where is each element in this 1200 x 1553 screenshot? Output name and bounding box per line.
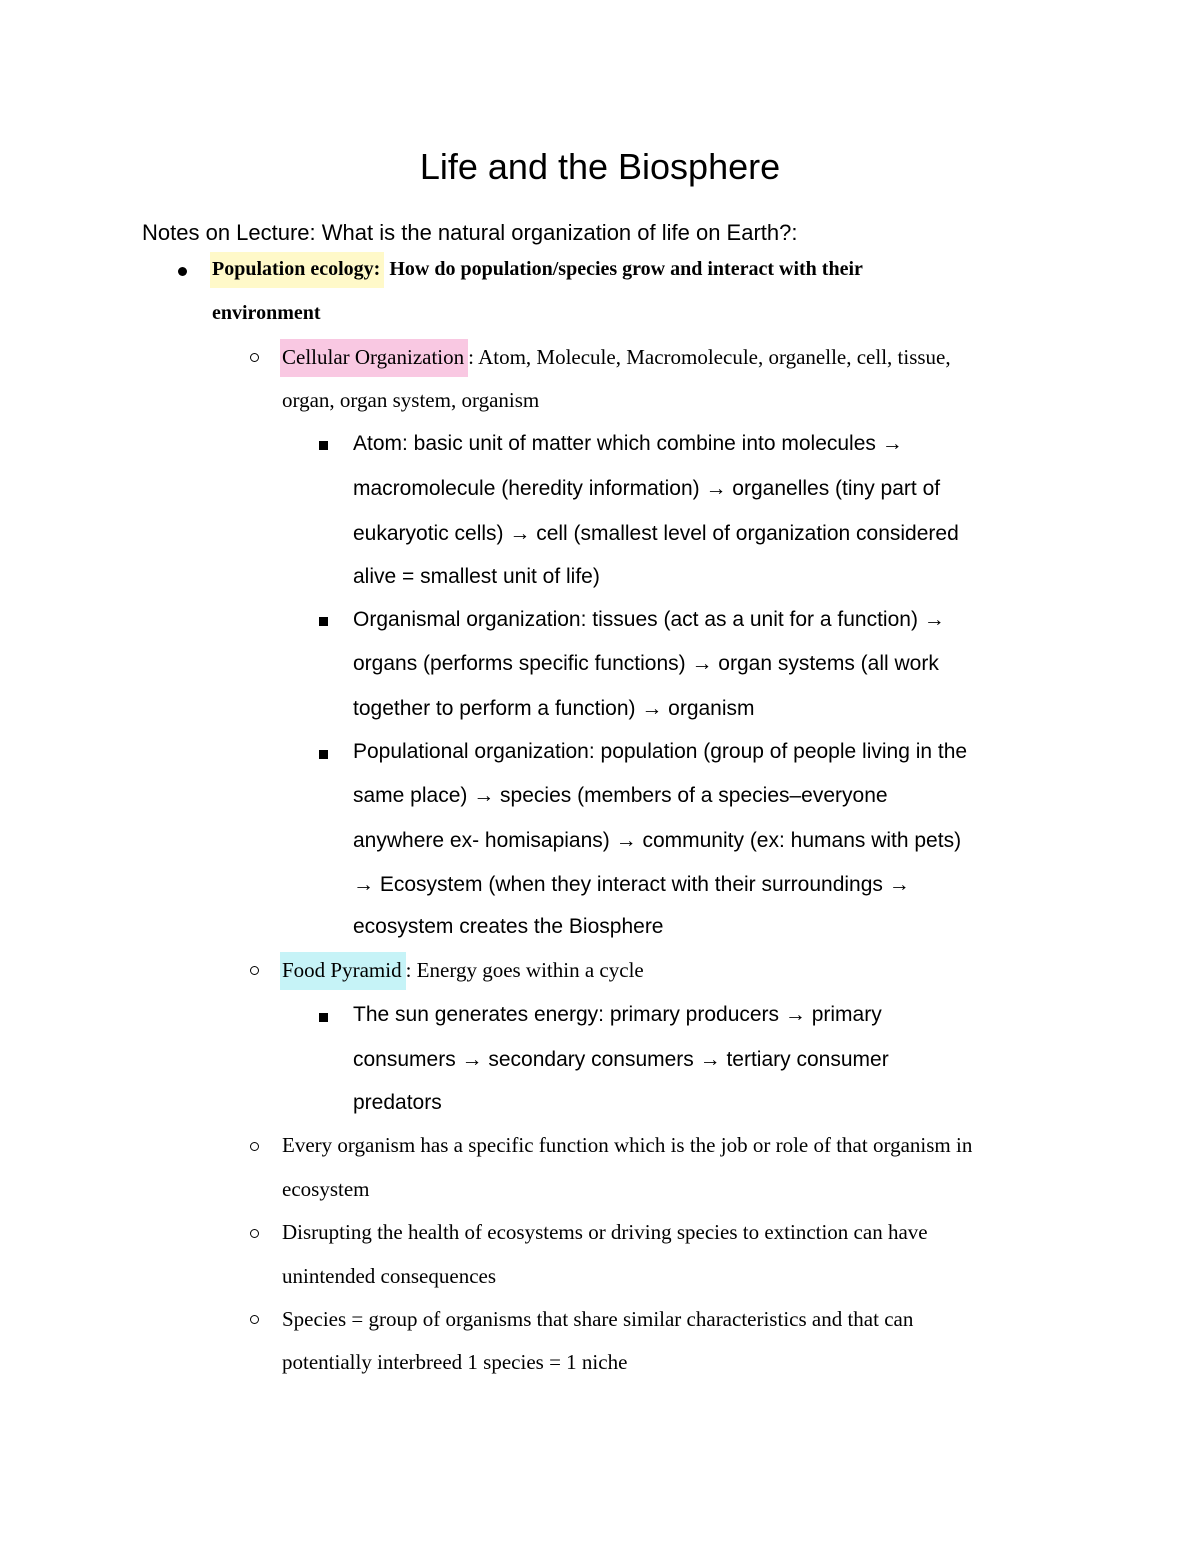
- sun-line-2: consumers → secondary consumers → tertiary consumer: [353, 1048, 889, 1071]
- populational-line-2: same place) → species (members of a species–everyone: [353, 784, 888, 807]
- bullet-circle-icon: [250, 1315, 259, 1324]
- sun-line-3: predators: [353, 1091, 442, 1114]
- disrupting-line-2: unintended consequences: [282, 1264, 497, 1288]
- organismal-line-1: Organismal organization: tissues (act as a unit for a function) →: [353, 608, 945, 631]
- list-item-food-pyramid: [282, 958, 644, 983]
- populational-line-1: Populational organization: population (group of people living in the: [353, 740, 968, 763]
- species-line-2: potentially interbreed 1 species = 1 niche: [282, 1350, 628, 1374]
- list-item-cellular-organization: [282, 345, 951, 370]
- atom-line-4: alive = smallest unit of life): [353, 565, 600, 588]
- list-item-population-ecology: [212, 258, 863, 281]
- bullet-square-icon: [319, 441, 328, 450]
- organismal-line-3: together to perform a function) → organism: [353, 697, 755, 720]
- cellular-organization-text-line2: organ, organ system, organism: [282, 388, 540, 412]
- page-title: Life and the Biosphere: [419, 146, 781, 187]
- populational-line-4: → Ecosystem (when they interact with their surroundings →: [353, 873, 910, 896]
- disrupting-line-1: Disrupting the health of ecosystems or driving species to extinction can have: [282, 1220, 928, 1244]
- atom-line-3: eukaryotic cells) → cell (smallest level of organization considered: [353, 522, 959, 545]
- population-ecology-text-line2: environment: [212, 302, 321, 324]
- populational-line-3: anywhere ex- homisapians) → community (ex: humans with pets): [353, 829, 962, 852]
- bullet-circle-icon: [250, 353, 259, 362]
- cellular-organization-label: Cellular Organization: [280, 339, 468, 377]
- atom-line-1: Atom: basic unit of matter which combine into molecules →: [353, 432, 903, 455]
- food-pyramid-text: : Energy goes within a cycle: [405, 958, 644, 982]
- population-ecology-text: How do population/species grow and interact with their: [384, 258, 863, 280]
- bullet-circle-icon: [250, 966, 259, 975]
- cellular-organization-text: : Atom, Molecule, Macromolecule, organelle, cell, tissue,: [468, 345, 951, 369]
- population-ecology-label: Population ecology:: [210, 252, 384, 288]
- bullet-circle-icon: [250, 1142, 259, 1151]
- bullet-square-icon: [319, 1013, 328, 1022]
- every-organism-line-2: ecosystem: [282, 1177, 370, 1201]
- organismal-line-2: organs (performs specific functions) → organ systems (all work: [353, 652, 939, 675]
- bullet-square-icon: [319, 617, 328, 626]
- bullet-square-icon: [319, 750, 328, 759]
- bullet-circle-icon: [250, 1229, 259, 1238]
- food-pyramid-label: Food Pyramid: [280, 952, 406, 990]
- species-line-1: Species = group of organisms that share similar characteristics and that can: [282, 1307, 914, 1331]
- every-organism-line-1: Every organism has a specific function which is the job or role of that organism in: [282, 1133, 973, 1157]
- populational-line-5: ecosystem creates the Biosphere: [353, 915, 664, 938]
- atom-line-2: macromolecule (heredity information) → organelles (tiny part of: [353, 477, 941, 500]
- sun-line-1: The sun generates energy: primary producers → primary: [353, 1003, 882, 1026]
- bullet-disc-icon: [178, 267, 187, 276]
- lecture-heading: Notes on Lecture: What is the natural organization of life on Earth?:: [142, 220, 798, 245]
